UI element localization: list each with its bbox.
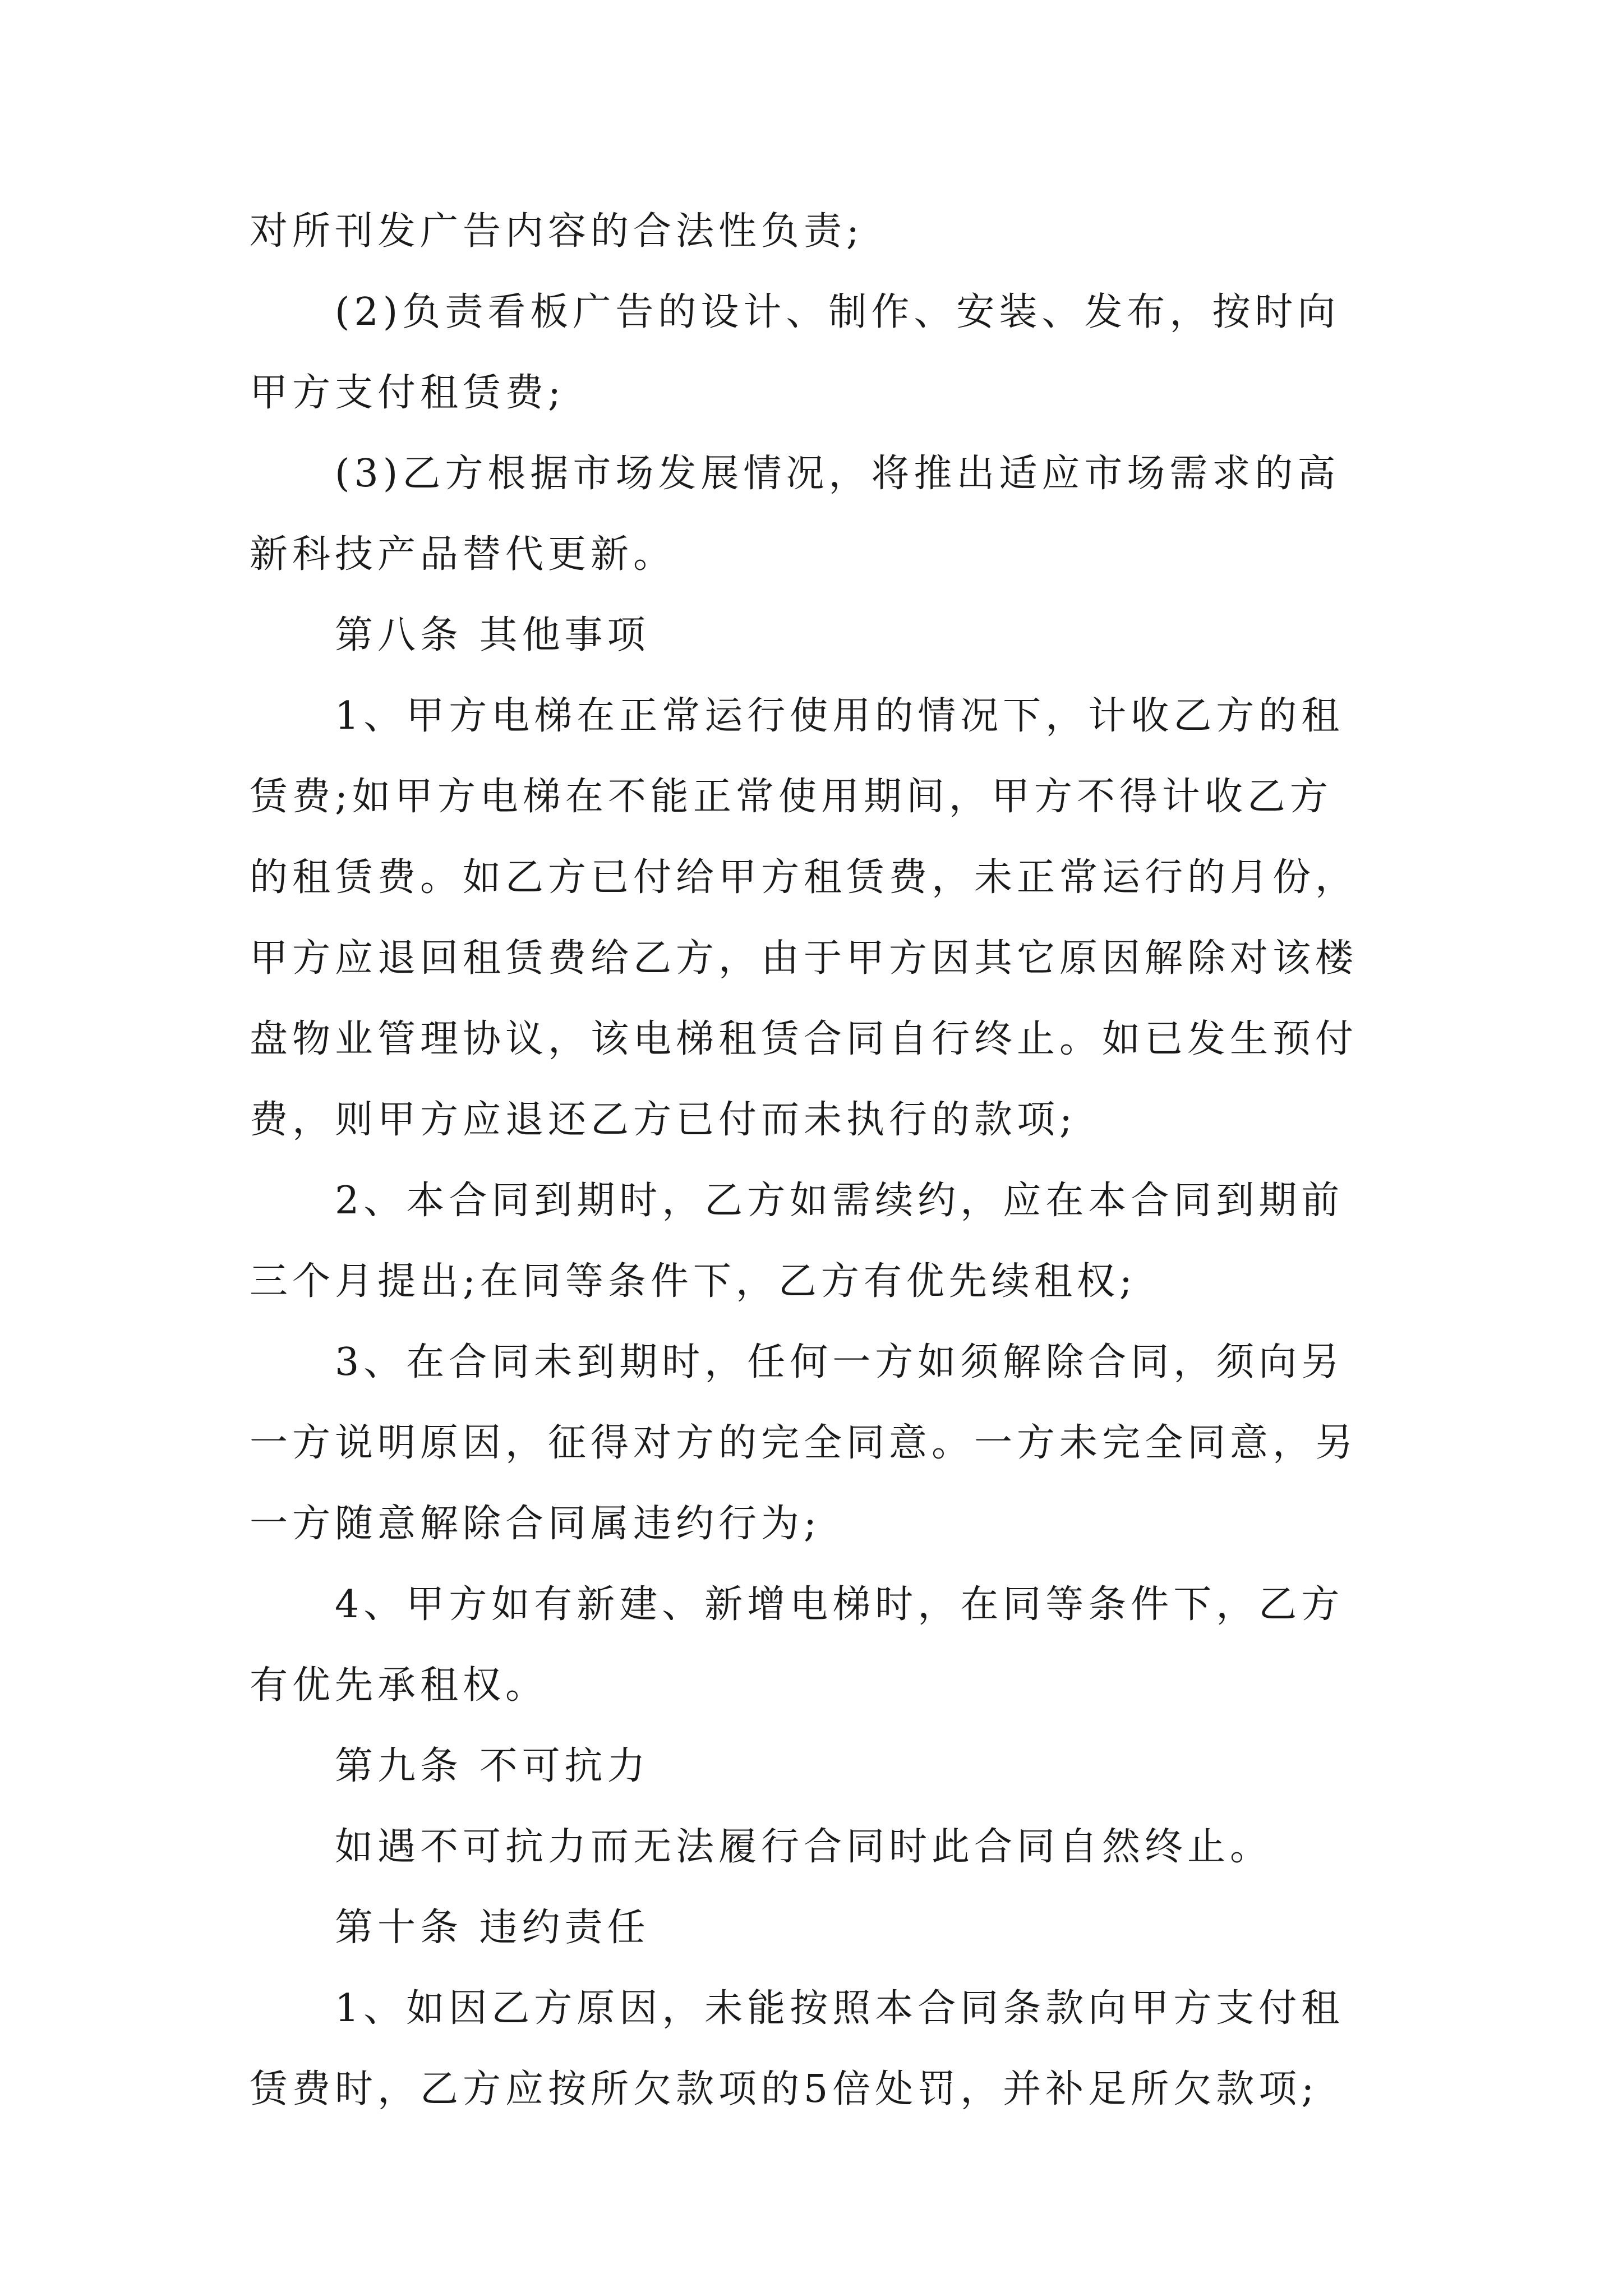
text-line: (2)负责看板广告的设计、制作、安装、发布，按时向	[335, 290, 1340, 334]
text-line: 3、在合同未到期时，任何一方如须解除合同，须向另	[335, 1340, 1344, 1384]
text-line: 的租赁费。如乙方已付给甲方租赁费，未正常运行的月份，	[250, 855, 1358, 900]
text-line: 一方随意解除合同属违约行为;	[250, 1502, 821, 1546]
section-heading: 第九条 不可抗力	[335, 1744, 650, 1788]
document-body	[250, 205, 1394, 2143]
text-line: 1、如因乙方原因，未能按照本合同条款向甲方支付租	[335, 1986, 1344, 2031]
section-heading: 第十条 违约责任	[335, 1906, 650, 1950]
text-line: 甲方应退回租赁费给乙方，由于甲方因其它原因解除对该楼	[250, 936, 1358, 981]
text-line: (3)乙方根据市场发展情况，将推出适应市场需求的高	[335, 452, 1340, 496]
text-line: 一方说明原因，征得对方的完全同意。一方未完全同意，另	[250, 1421, 1358, 1465]
text-line: 三个月提出;在同等条件下，乙方有优先续租权;	[250, 1259, 1137, 1304]
text-line: 1、甲方电梯在正常运行使用的情况下，计收乙方的租	[335, 694, 1344, 738]
text-line: 有优先承租权。	[250, 1663, 548, 1708]
text-line: 赁费时，乙方应按所欠款项的5倍处罚，并补足所欠款项;	[250, 2067, 1319, 2111]
text-line: 甲方支付租赁费;	[250, 371, 565, 415]
text-line: 新科技产品替代更新。	[250, 532, 676, 577]
text-line: 费，则甲方应退还乙方已付而未执行的款项;	[250, 1098, 1077, 1142]
text-line: 4、甲方如有新建、新增电梯时，在同等条件下，乙方	[335, 1582, 1344, 1627]
text-line: 赁费;如甲方电梯在不能正常使用期间，甲方不得计收乙方	[250, 775, 1332, 819]
text-line: 如遇不可抗力而无法履行合同时此合同自然终止。	[335, 1825, 1273, 1869]
text-line: 对所刊发广告内容的合法性负责;	[250, 209, 864, 254]
text-line: 盘物业管理协议，该电梯租赁合同自行终止。如已发生预付	[250, 1017, 1358, 1061]
text-line: 2、本合同到期时，乙方如需续约，应在本合同到期前	[335, 1179, 1344, 1223]
section-heading: 第八条 其他事项	[335, 613, 650, 657]
